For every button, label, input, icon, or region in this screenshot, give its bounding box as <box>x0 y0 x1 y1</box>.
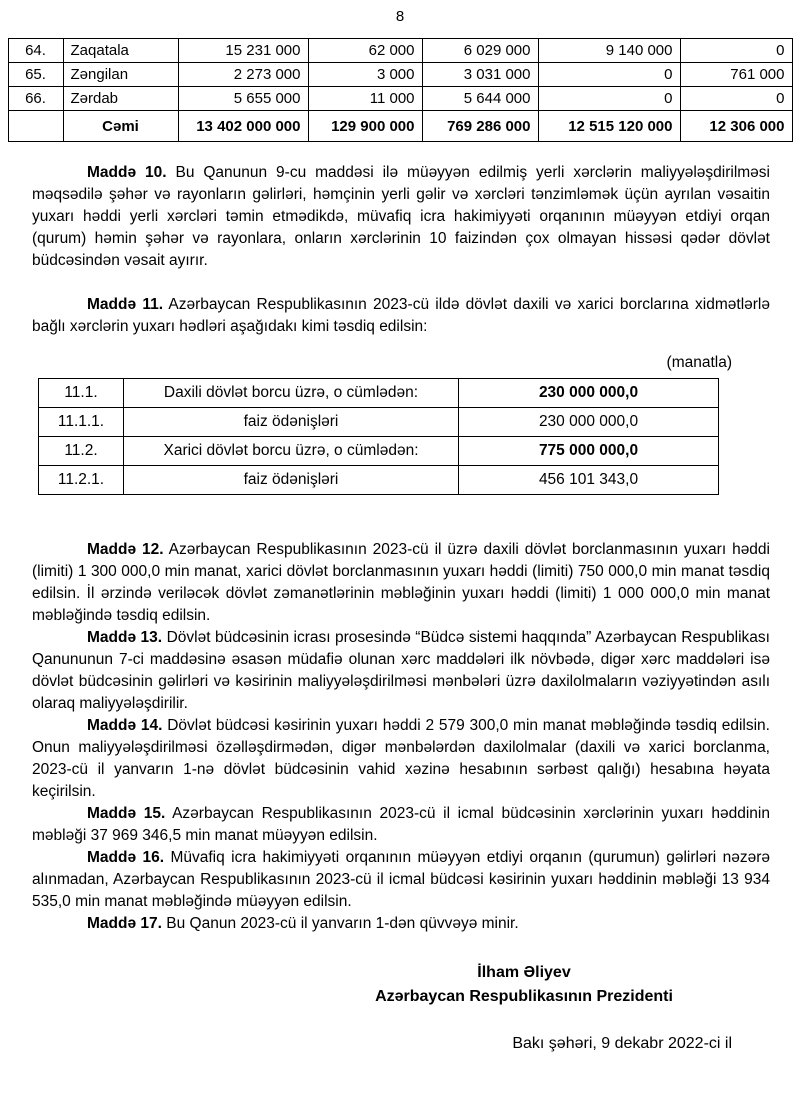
article-17-label: Maddə 17. <box>87 915 162 932</box>
article-10-label: Maddə 10. <box>87 164 167 181</box>
region-name: Zəngilan <box>63 63 178 87</box>
total-col-5: 12 306 000 <box>680 111 792 142</box>
article-15-label: Maddə 15. <box>87 805 166 822</box>
region-number: 65. <box>8 63 63 87</box>
article-10-text: Bu Qanunun 9-cu maddəsi ilə müəyyən edilmiş yerli xərclərin maliyyələşdirilməsi məqsədilə şəhər və rayonların gəlirləri, həmçinin yerli gəlir və xərcləri tənzimləmək üçün ayrılan vəsaitin yuxarı həddi yerli xərcləri təmin etmədikdə, müvafiq icra hakimiyyəti orqanının müəyyən etdiyi orqan (qurum) həmin şəhər və rayonlara, onların xərclərinin 10 faizindən çox olmayan hissəsi qədər dövlət büdcəsindən vəsait ayırır. <box>32 164 770 269</box>
article-14-label: Maddə 14. <box>87 717 163 734</box>
article-11-text: Azərbaycan Respublikasının 2023-cü ildə dövlət daxili və xarici borclarına xidmətlərlə bağlı xərclərin yuxarı hədləri aşağıdakı kimi təsdiq edilsin: <box>32 296 770 335</box>
amount-col-3: 3 031 000 <box>422 63 538 87</box>
amount-col-4: 0 <box>538 63 680 87</box>
amount-col-2: 11 000 <box>308 87 422 111</box>
document-body <box>0 142 800 1071</box>
amount-col-1: 15 231 000 <box>178 39 308 63</box>
region-name: Zərdab <box>63 87 178 111</box>
amount-col-5: 0 <box>680 39 792 63</box>
article-17 <box>32 913 770 935</box>
debt-item-label: Daxili dövlət borcu üzrə, o cümlədən: <box>124 379 459 408</box>
article-16-text: Müvafiq icra hakimiyyəti orqanının müəyyən etdiyi orqanın (qurumun) gəlirləri nəzərə alınmadan, Azərbaycan Respublikasının 2023-cü il icmal büdcəsi kəsirinin yuxarı həddinin məbləği 13 934 535,0 min manat məbləğində müəyyən edilsin. <box>32 849 770 910</box>
total-col-4: 12 515 120 000 <box>538 111 680 142</box>
article-10 <box>32 162 770 272</box>
article-16 <box>32 847 770 913</box>
total-col-1: 13 402 000 000 <box>178 111 308 142</box>
article-13-text: Dövlət büdcəsinin icrası prosesində “Büdcə sistemi haqqında” Azərbaycan Respublikası Qanununun 7-ci maddəsinə əsasən müdafiə olunan xərc maddələri ilk növbədə, digər xərc maddələri isə dövlət büdcəsinin gəlirləri və kəsirinin maliyyələşdirilməsi mənbələri üzrə daxilolmaların vəziyyətindən asılı olaraq maliyyələşdirilir. <box>32 629 770 712</box>
article-15-text: Azərbaycan Respublikasının 2023-cü il icmal büdcəsinin xərclərinin yuxarı həddinin məbləği 37 969 346,5 min manat müəyyən edilsin. <box>32 805 770 844</box>
debt-item-number: 11.1. <box>39 379 124 408</box>
debt-item-value: 775 000 000,0 <box>459 437 719 466</box>
debt-limits-table <box>38 378 719 495</box>
total-col-2: 129 900 000 <box>308 111 422 142</box>
article-12-text: Azərbaycan Respublikasının 2023-cü il üzrə daxili dövlət borclanmasının yuxarı həddi (limiti) 1 300 000,0 min manat, xarici dövlət borclanmasının yuxarı həddi (limiti) 750 000,0 min manat təsdiq edilsin. İl ərzində veriləcək dövlət zəmanətlərinin məbləğinin yuxarı həddi (limiti) 1 000 000,0 min manat məbləğində təsdiq edilsin. <box>32 541 770 624</box>
table-row-64 <box>8 39 792 63</box>
region-number <box>8 111 63 142</box>
amount-col-2: 62 000 <box>308 39 422 63</box>
debt-item-value: 230 000 000,0 <box>459 408 719 437</box>
amount-col-3: 5 644 000 <box>422 87 538 111</box>
table-row-65 <box>8 63 792 87</box>
amount-col-4: 9 140 000 <box>538 39 680 63</box>
president-title: Azərbaycan Respublikasının Prezidenti <box>375 988 673 1005</box>
total-col-3: 769 286 000 <box>422 111 538 142</box>
amount-col-4: 0 <box>538 87 680 111</box>
article-11 <box>32 294 770 338</box>
manatla-note: (manatla) <box>666 354 732 371</box>
place-date: Bakı şəhəri, 9 dekabr 2022-ci il <box>512 1035 732 1052</box>
amount-col-1: 5 655 000 <box>178 87 308 111</box>
debt-item-number: 11.2.1. <box>39 466 124 495</box>
debt-item-number: 11.1.1. <box>39 408 124 437</box>
amount-col-5: 761 000 <box>680 63 792 87</box>
region-name: Zaqatala <box>63 39 178 63</box>
article-11-label: Maddə 11. <box>87 296 164 313</box>
amount-col-3: 6 029 000 <box>422 39 538 63</box>
article-14 <box>32 715 770 803</box>
president-name: İlham Əliyev <box>477 964 571 981</box>
table-row-66 <box>8 87 792 111</box>
debt-row-11-2 <box>39 437 719 466</box>
debt-item-value: 456 101 343,0 <box>459 466 719 495</box>
regions-budget-table <box>8 38 793 142</box>
region-number: 66. <box>8 87 63 111</box>
table-total-row <box>8 111 792 142</box>
article-15 <box>32 803 770 847</box>
article-14-text: Dövlət büdcəsi kəsirinin yuxarı həddi 2 579 300,0 min manat məbləğində təsdiq edilsin. Onun maliyyələşdirilməsi özəlləşdirmədən, digər mənbələrdən daxilolmalar (daxili və xarici borclanma, 2023-cü il yanvarın 1-nə dövlət büdcəsinin vahid xəzinə hesabının sərbəst qalığı) hesabına həyata keçirilsin. <box>32 717 770 800</box>
debt-row-11-1-1 <box>39 408 719 437</box>
debt-item-value: 230 000 000,0 <box>459 379 719 408</box>
amount-col-5: 0 <box>680 87 792 111</box>
debt-item-label: faiz ödənişləri <box>124 408 459 437</box>
page-number: 8 <box>395 8 405 25</box>
article-16-label: Maddə 16. <box>87 849 165 866</box>
debt-item-label: Xarici dövlət borcu üzrə, o cümlədən: <box>124 437 459 466</box>
signature-block <box>334 961 714 1009</box>
debt-item-label: faiz ödənişləri <box>124 466 459 495</box>
total-label: Cəmi <box>63 111 178 142</box>
article-12-label: Maddə 12. <box>87 541 164 558</box>
amount-col-1: 2 273 000 <box>178 63 308 87</box>
article-13-label: Maddə 13. <box>87 629 163 646</box>
article-17-text: Bu Qanun 2023-cü il yanvarın 1-dən qüvvəyə minir. <box>166 915 519 932</box>
region-number: 64. <box>8 39 63 63</box>
debt-row-11-1 <box>39 379 719 408</box>
debt-item-number: 11.2. <box>39 437 124 466</box>
article-13 <box>32 627 770 715</box>
debt-row-11-2-1 <box>39 466 719 495</box>
article-12 <box>32 539 770 627</box>
amount-col-2: 3 000 <box>308 63 422 87</box>
